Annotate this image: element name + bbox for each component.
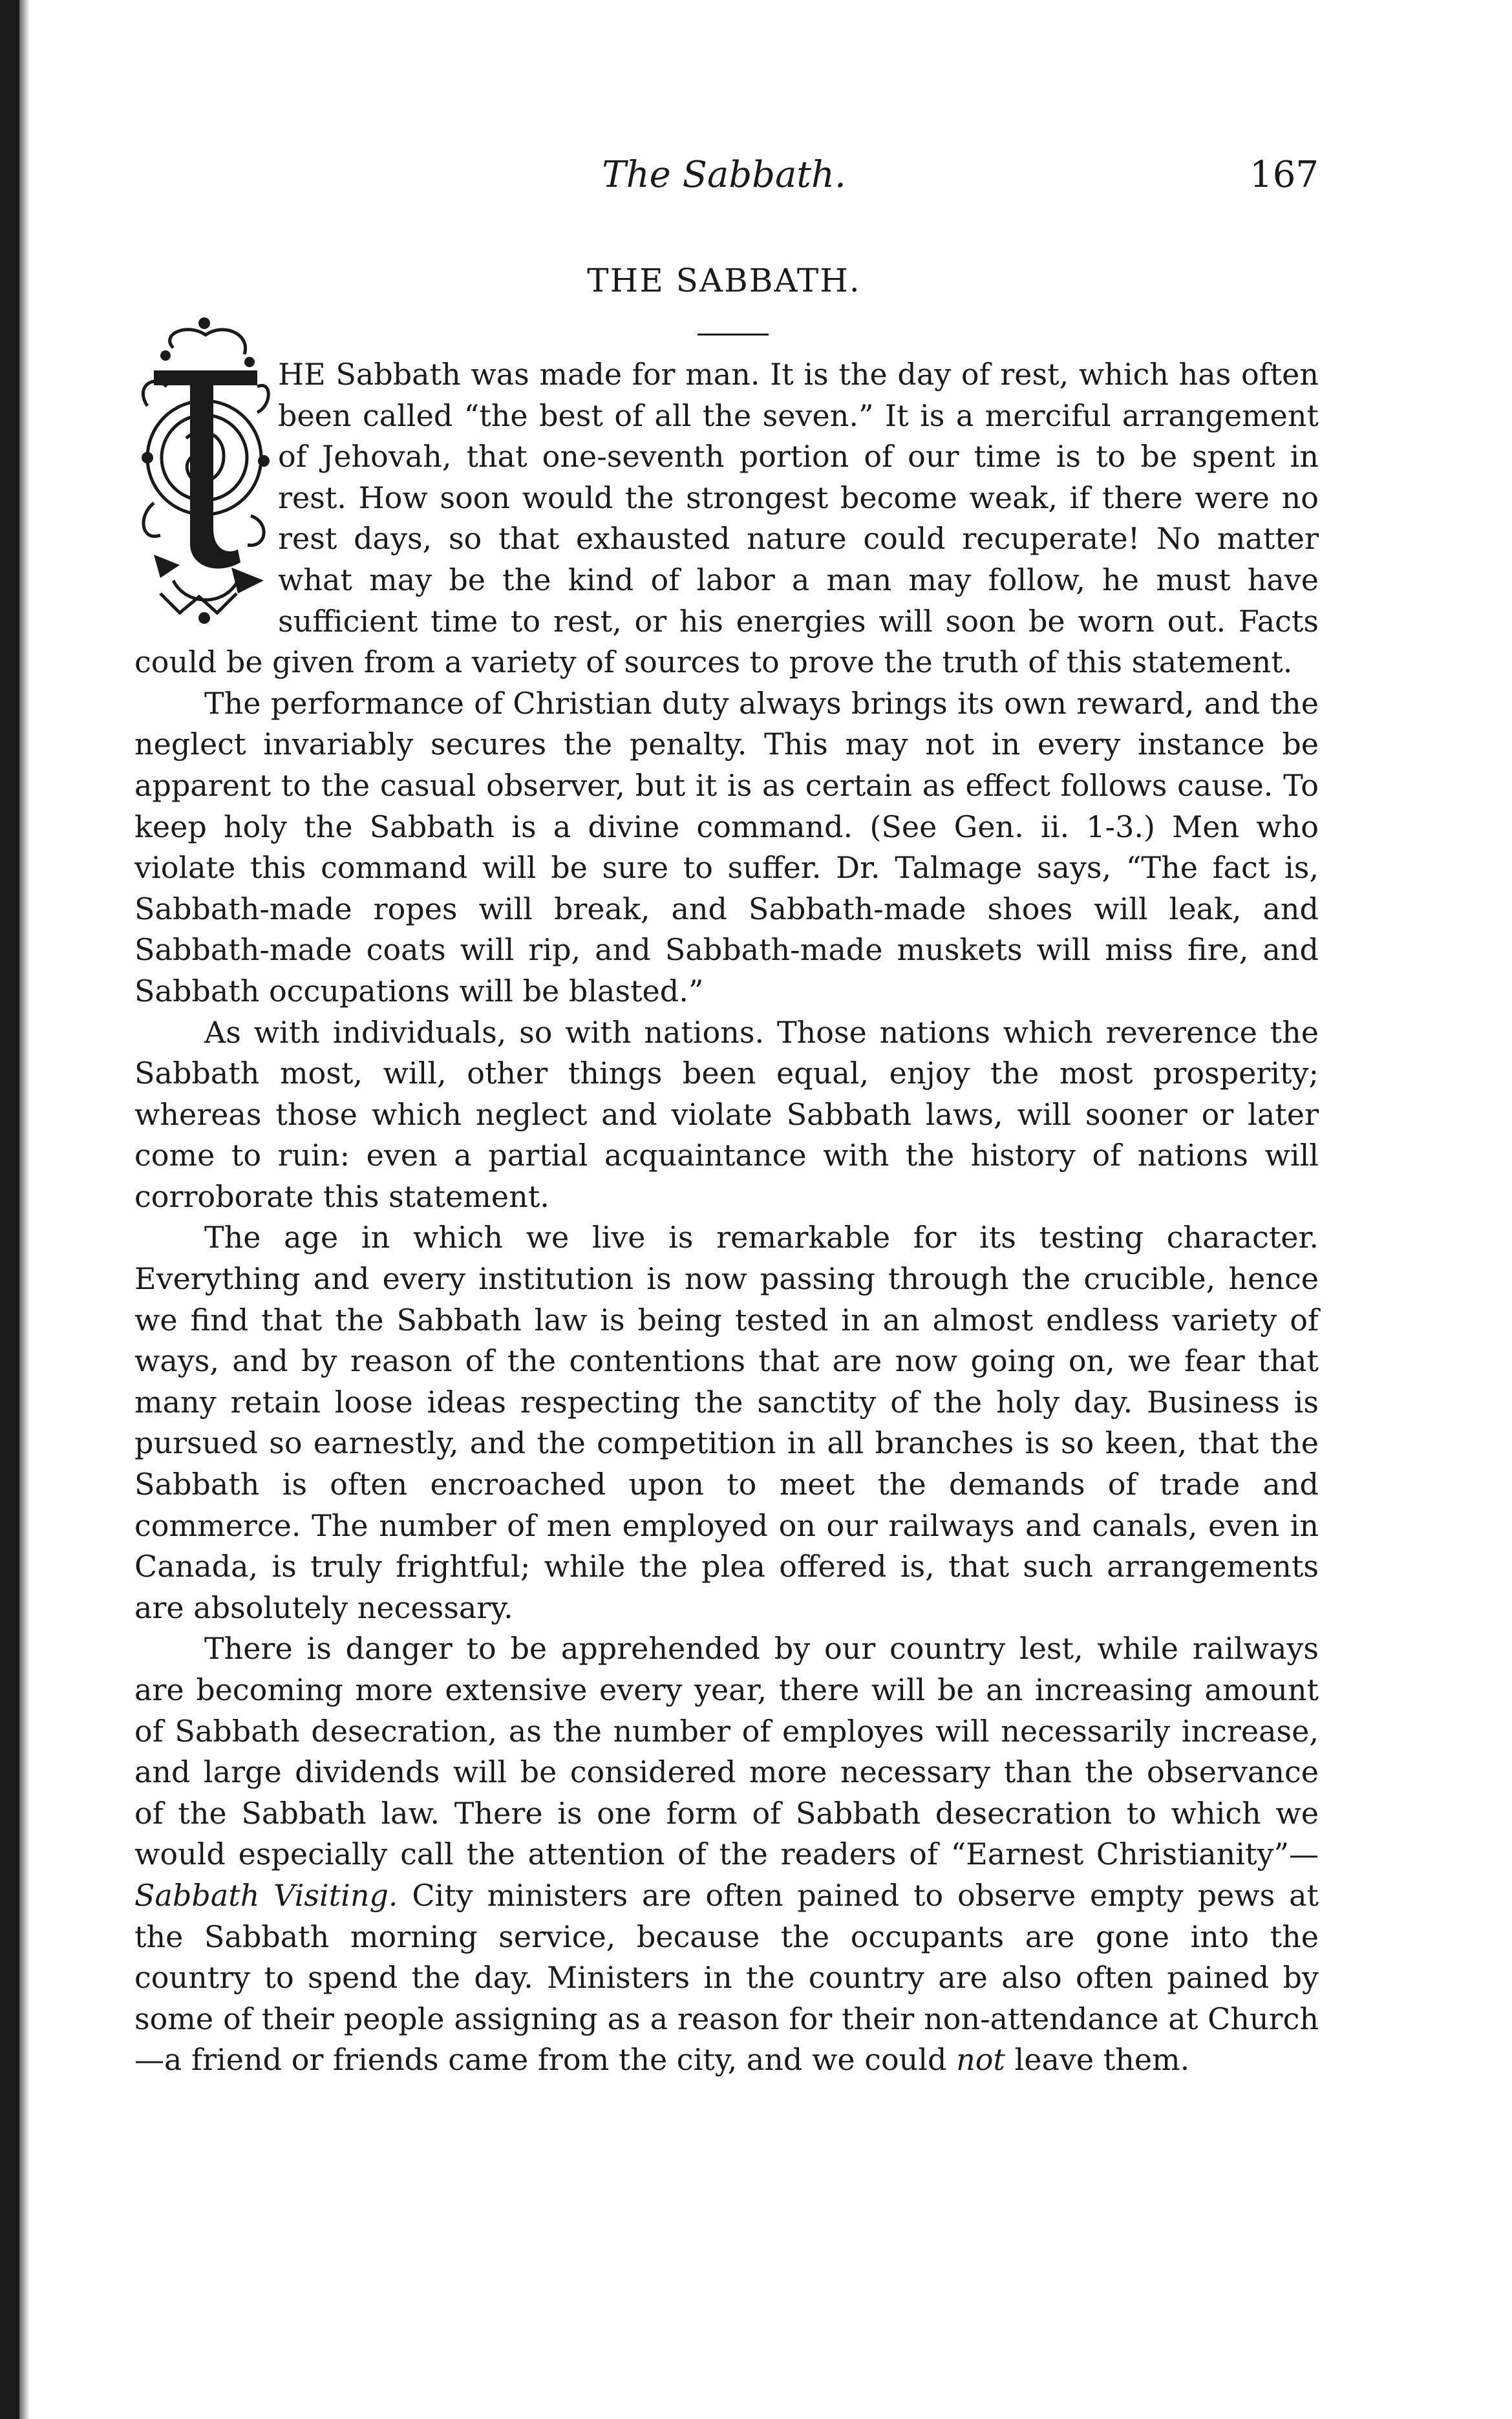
paragraph-5-text-a: There is danger to be apprehended by our country lest, while railways are becoming more extensive every year, there will be an increasing amount of Sabbath desecration, as the number of employes will necessarily increase, and large dividends will be considered more necessary than the observance of the Sabbath law. There is one form of Sabbath desecration to which we would especially call the attention of the readers of “Earnest Christianity”— [134, 1631, 1319, 1872]
paragraph-2: The performance of Christian duty always brings its own reward, and the neglect invariably secures the penalty. This may not in every instance be apparent to the casual observer, but it is as certain as effect follows cause. To keep holy the Sabbath is a divine command. (See Gen. ii. 1-3.) Men who violate this command will be sure to suffer. Dr. Talmage says, “The fact is, Sabbath-made ropes will break, and Sabbath-made shoes will leak, and Sabbath-made coats will rip, and Sabbath-made muskets will miss fire, and Sabbath occupations will be blasted.” [134, 685, 1319, 1008]
drop-cap-spacer [134, 354, 278, 613]
running-head [129, 153, 1319, 198]
page-binding-edge [0, 0, 21, 2419]
body-text [134, 354, 1319, 2081]
title-rule [697, 334, 769, 336]
paragraph-5-italic-not: not [956, 2042, 1005, 2078]
page-number: 167 [1250, 154, 1319, 196]
page-binding-shadow [19, 0, 30, 2419]
paragraph-5 [134, 1628, 1319, 2081]
paragraph-5-text-b: City ministers are often pained to observe empty pews at the Sabbath morning service, because the occupants are gone into the country to spend the day. Ministers in the country are also often pained by some of their people assigning as a reason for their non-attendance at Church—a friend or friends came from the city, and we could [134, 1877, 1319, 2078]
paragraph-1 [134, 354, 1319, 683]
paragraph-1-text: HE Sabbath was made for man. It is the day of rest, which has often been called “the best of all the seven.” It is a merciful arrangement of Jehovah, that one-seventh portion of our time is to be spent in rest. How soon would the strongest become weak, if there were no rest days, so that exhausted nature could recuperate! No matter what may be the kind of labor a man may follow, he must have sufficient time to rest, or his energies will soon be worn out. Facts could be given from a variety of sources to prove the truth of this statement. [134, 357, 1319, 680]
paragraph-5-italic-heading: Sabbath Visiting. [134, 1877, 398, 1913]
chapter-title: THE SABBATH. [587, 262, 861, 299]
paragraph-3: As with individuals, so with nations. Those nations which reverence the Sabbath most, will, other things been equal, enjoy the most prosperity; whereas those which neglect and violate Sabbath laws, will sooner or later come to ruin: even a partial acquaintance with the history of nations will corroborate this statement. [134, 1014, 1319, 1214]
paragraph-5-text-c: leave them. [1005, 2042, 1190, 2078]
running-title: The Sabbath. [602, 154, 846, 196]
paragraph-4: The age in which we live is remarkable for its testing character. Everything and every institution is now passing through the crucible, hence we find that the Sabbath law is being tested in an almost endless variety of ways, and by reason of the contentions that are now going on, we fear that many retain loose ideas respecting the sanctity of the holy day. Business is pursued so earnestly, and the competition in all branches is so keen, that the Sabbath is often encroached upon to meet the demands of trade and commerce. The number of men employed on our railways and canals, even in Canada, is truly frightful; while the plea offered is, that such arrangements are absolutely necessary. [134, 1220, 1319, 1625]
